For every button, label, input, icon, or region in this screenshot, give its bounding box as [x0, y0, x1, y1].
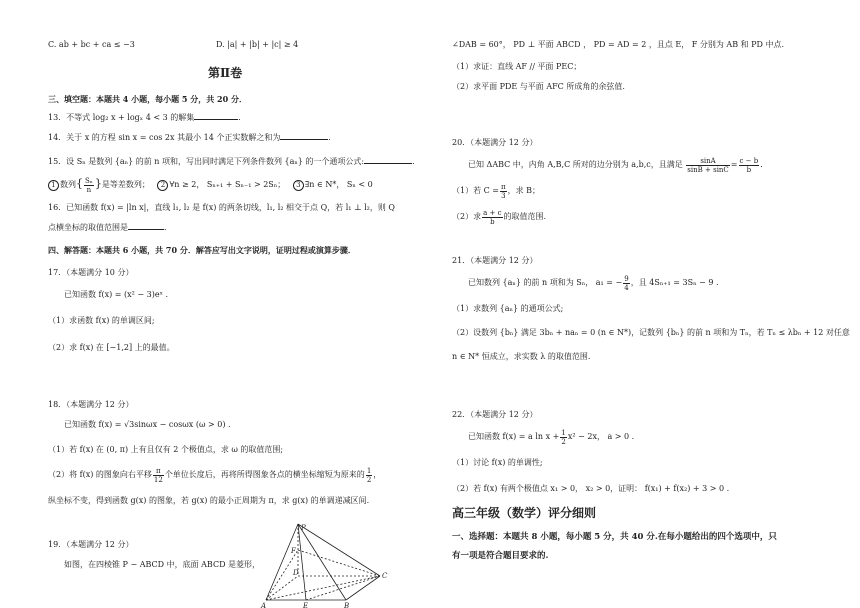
- q21-fraction-9-4: $\frac{9}{4}$: [624, 274, 629, 292]
- q15-end: ．: [412, 157, 421, 166]
- label-B: B: [344, 602, 350, 608]
- q20-part-2: （2）求 $\frac{a + c}{b}$ 的取值范围.: [452, 208, 547, 226]
- q20-fraction-cb: $\frac{c - b}{b}$: [739, 156, 759, 174]
- grading-line-1: 一、选择题：本题共 8 小题，每小题 5 分，共 40 分.在每小题给出的四个选项中，只: [452, 532, 777, 542]
- q13-text: 13．不等式 log₂ x + logₓ 4 < 3 的解集: [48, 113, 195, 122]
- q15-condition-3: ∃n ∈ N*， Sₙ < 0: [304, 180, 373, 189]
- circled-number-3: 3: [293, 180, 304, 191]
- label-D: D: [293, 569, 299, 577]
- question-13: [48, 111, 246, 123]
- q20-fraction-ac-b: $\frac{a + c}{b}$: [483, 208, 502, 226]
- q17-part-1: （1）求函数 f(x) 的单调区间;: [48, 316, 155, 325]
- option-c: C. ab + bc + ca ≤ −3: [48, 40, 135, 49]
- label-E: E: [303, 602, 309, 608]
- q17-heading: 17．（本题满分 10 分）: [48, 268, 134, 277]
- q16-line-2: 点横坐标的取值范围是 ．: [48, 223, 172, 232]
- label-C: C: [382, 572, 388, 580]
- q21-given: 已知数列 {aₙ} 的前 n 项和为 Sₙ， a₁ = − $\frac{9}{4}$ ，且 4Sₙ₊₁ = 3Sₙ − 9 .: [468, 274, 719, 292]
- q18-part-2-cont: 纵坐标不变，得到函数 g(x) 的图象，若 g(x) 的最小正周期为 π，求 g(x) 的单调递减区间.: [48, 496, 370, 505]
- q18-heading: 18．（本题满分 12 分）: [48, 400, 134, 409]
- section-title: 第Ⅱ卷: [208, 66, 243, 80]
- q20-given: 已知 ΔABC 中，内角 A,B,C 所对的边分别为 a,b,c，且满足 $\frac{\sin A}{\sin B + \sin C}$ = $\frac{c - b}{b}$ ．: [468, 156, 769, 174]
- q17-given: 已知函数 f(x) = (x² − 3)eˣ .: [64, 290, 169, 299]
- q15-blank: [364, 155, 412, 164]
- q20-heading: 20．（本题满分 12 分）: [452, 138, 538, 147]
- q13-end: ．: [238, 113, 247, 122]
- label-F: F: [291, 547, 296, 555]
- q15-condition-1: 是等差数列；: [101, 180, 150, 189]
- q17-part-2: （2）求 f(x) 在 [−1,2] 上的最值。: [48, 343, 175, 352]
- q19-given: 如图，在四棱锥 P − ABCD 中，底面 ABCD 是菱形，: [64, 560, 261, 569]
- q22-given: 已知函数 f(x) = a ln x + $\frac{1}{2}$ x² − 2x， a > 0 .: [468, 428, 635, 446]
- q22-part-1: （1）讨论 f(x) 的单调性;: [452, 458, 543, 467]
- q19-heading: 19．（本题满分 12 分）: [48, 540, 134, 549]
- circled-number-2: 2: [157, 180, 168, 191]
- grading-line-2: 有一项是符合题目要求的.: [452, 551, 549, 561]
- q19-part-1: （1）求证：直线 AF // 平面 PEC；: [452, 62, 582, 71]
- q18-part-2: （2）将 f(x) 的图象向右平移 $\frac{\pi}{12}$ 个单位长度后，再将所得图象各点的横坐标缩短为原来的 $\frac{1}{2}$ ，: [48, 466, 382, 484]
- q13-blank: [194, 111, 238, 120]
- q21-part-2-cont: n ∈ N* 恒成立，求实数 λ 的取值范围.: [452, 352, 591, 361]
- question-14: [48, 131, 336, 143]
- q21-part-1: （1）求数列 {aₙ} 的通项公式;: [452, 304, 564, 313]
- label-A: A: [261, 602, 267, 608]
- q18-given: 已知函数 f(x) = √3sinωx − cosωx (ω > 0) .: [64, 420, 231, 429]
- q18-fraction-pi-12: $\frac{\pi}{12}$: [153, 466, 163, 484]
- q19-continued: ∠DAB = 60°， PD ⊥ 平面 ABCD ， PD = AD = 2 ，且点 E， F 分别为 AB 和 PD 中点.: [452, 40, 785, 49]
- q20-fraction-sin: $\frac{\sin A}{\sin B + \sin C}$: [687, 156, 729, 174]
- q21-heading: 21．（本题满分 12 分）: [452, 256, 538, 265]
- q15-conditions: 1 数列{ $\frac{\text{Sₙ}}{n}$ }是等差数列； 2 ∀n ≥ 2， Sₙ₊₁ + Sₙ₋₁ > 2Sₙ； 3 ∃n ∈ N*， Sₙ < 0: [48, 176, 373, 192]
- q15-fraction: $\frac{\text{Sₙ}}{n}$: [85, 176, 93, 194]
- solve-header: 四、解答题：本题共 6 小题，共 70 分．解答应写出文字说明，证明过程或演算步骤．: [48, 245, 356, 255]
- q22-part-2: （2）若 f(x) 有两个极值点 x₁ > 0， x₂ > 0，证明： f(x₁) + f(x₂) + 3 > 0 .: [452, 484, 730, 493]
- q15-text: 15．设 Sₙ 是数列 {aₙ} 的前 n 项和，写出同时满足下列条件数列 {aₙ} 的一个通项公式:: [48, 157, 365, 166]
- q15-condition-2: ∀n ≥ 2， Sₙ₊₁ + Sₙ₋₁ > 2Sₙ；: [169, 180, 286, 189]
- circled-number-1: 1: [48, 180, 59, 191]
- q18-fraction-half: $\frac{1}{2}$: [366, 466, 372, 484]
- q20-fraction-pi-3: $\frac{\pi}{3}$: [501, 182, 506, 200]
- option-d: D. |a| + |b| + |c| ≥ 4: [216, 40, 299, 49]
- q19-part-2: （2）求平面 PDE 与平面 AFC 所成角的余弦值.: [452, 82, 625, 91]
- q14-text: 14．关于 x 的方程 sin x = cos 2x 其最小 14 个正实数解之和为: [48, 133, 281, 142]
- grading-title: 高三年级（数学）评分细则: [452, 506, 597, 520]
- q22-heading: 22．（本题满分 12 分）: [452, 410, 538, 419]
- q16-blank: [128, 221, 164, 230]
- q14-blank: [280, 131, 328, 140]
- fill-in-header: 三、填空题：本题共 4 小题，每小题 5 分，共 20 分．: [48, 94, 247, 104]
- q18-part-1: （1）若 f(x) 在 (0, π) 上有且仅有 2 个极值点，求 ω 的取值范围;: [48, 445, 284, 454]
- q20-part-1: （1）若 C = $\frac{\pi}{3}$ ，求 B；: [452, 182, 541, 200]
- q22-fraction-half: $\frac{1}{2}$: [561, 428, 566, 446]
- q21-part-2: （2）设数列 {bₙ} 满足 3bₙ + naₙ = 0 (n ∈ N*)，记数列 {bₙ} 的前 n 项和为 Tₙ，若 Tₙ ≤ λbₙ + 12 对任意: [452, 328, 850, 337]
- q16-line-1: 16．已知函数 f(x) = |ln x|，直线 l₁, l₂ 是 f(x) 的两条切线，l₁, l₂ 相交于点 Q，若 l₁ ⊥ l₂，则 Q: [48, 203, 395, 212]
- pyramid-figure: [258, 520, 398, 608]
- q14-end: ．: [328, 133, 337, 142]
- label-P: P: [301, 524, 306, 532]
- question-15: [48, 155, 420, 167]
